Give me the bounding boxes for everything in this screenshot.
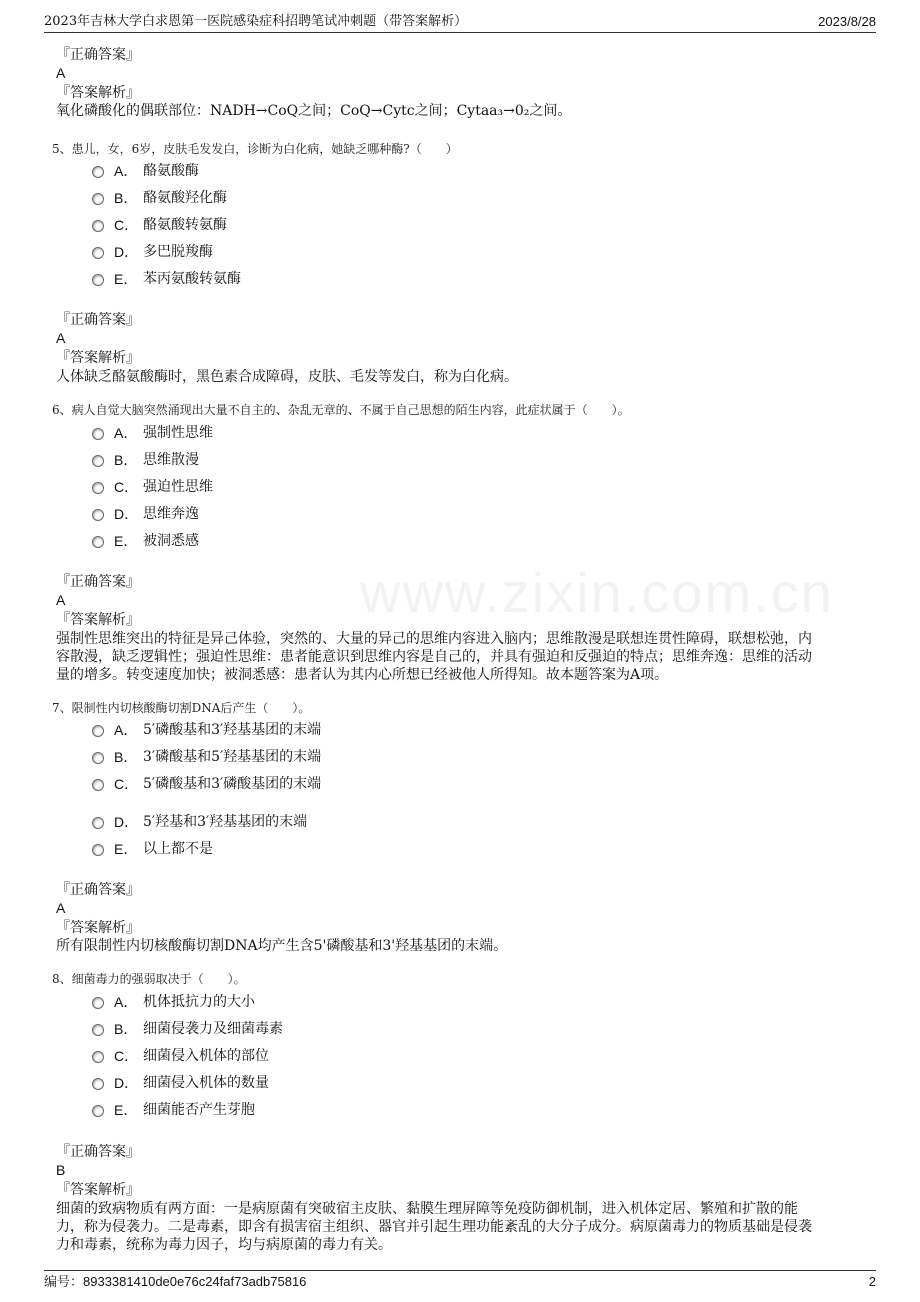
option-text: 被洞悉感: [143, 533, 199, 549]
radio-button[interactable]: [92, 274, 104, 286]
option-letter: A．: [114, 163, 138, 179]
radio-button[interactable]: [92, 997, 104, 1009]
option-letter: B．: [114, 1021, 138, 1037]
radio-button[interactable]: [92, 247, 104, 259]
page-number: 2: [868, 1274, 876, 1289]
analysis-label: 『答案解析』: [56, 350, 140, 366]
option-text: 酪氨酸羟化酶: [143, 190, 227, 206]
option-text: 酪氨酸转氨酶: [143, 217, 227, 233]
analysis-text: 所有限制性内切核酸酶切割DNA均产生含5'磷酸基和3'羟基基团的末端。: [56, 938, 508, 954]
option-letter: E．: [114, 533, 138, 549]
option-text: 多巴脱羧酶: [143, 244, 213, 260]
option-letter: D．: [114, 244, 139, 260]
option-letter: A．: [114, 722, 138, 738]
option-letter: D．: [114, 506, 139, 522]
option-letter: A．: [114, 994, 138, 1010]
radio-button[interactable]: [92, 509, 104, 521]
option-letter: E．: [114, 841, 138, 857]
analysis-label: 『答案解析』: [56, 85, 140, 101]
document-date: 2023/8/28: [818, 14, 876, 29]
option-text: 细菌侵入机体的部位: [143, 1048, 269, 1064]
option-letter: B．: [114, 749, 138, 765]
option-letter: A．: [114, 425, 138, 441]
correct-answer-value: B: [56, 1162, 66, 1178]
radio-button[interactable]: [92, 844, 104, 856]
analysis-text-line-2: 力，称为侵袭力。二是毒素，即含有损害宿主组织、器官并引起生理功能紊乱的大分子成分。病原菌毒力的物质基础是侵袭: [56, 1219, 812, 1235]
page-footer: [44, 1270, 876, 1293]
watermark: www.zixin.com.cn: [360, 561, 834, 624]
radio-button[interactable]: [92, 482, 104, 494]
radio-button[interactable]: [92, 193, 104, 205]
radio-button[interactable]: [92, 1024, 104, 1036]
analysis-label: 『答案解析』: [56, 1182, 140, 1198]
correct-answer-label: 『正确答案』: [56, 1144, 140, 1160]
option-text: 细菌能否产生芽胞: [143, 1102, 255, 1118]
radio-button[interactable]: [92, 725, 104, 737]
option-text: 细菌侵入机体的数量: [143, 1075, 269, 1091]
correct-answer-label: 『正确答案』: [56, 882, 140, 898]
option-letter: E．: [114, 271, 138, 287]
document-title: 2023年吉林大学白求恩第一医院感染症科招聘笔试冲刺题（带答案解析）: [44, 14, 468, 29]
analysis-text-line-1: 强制性思维突出的特征是异己体验，突然的、大量的异己的思维内容进入脑内；思维散漫是联想连贯性障碍，联想松弛，内: [56, 631, 812, 647]
option-letter: C．: [114, 217, 139, 233]
option-text: 3′磷酸基和5′羟基基团的末端: [143, 749, 322, 765]
analysis-text-line-1: 细菌的致病物质有两方面：一是病原菌有突破宿主皮肤、黏膜生理屏障等免疫防御机制，进入机体定居、繁殖和扩散的能: [56, 1201, 798, 1217]
option-letter: E．: [114, 1102, 138, 1118]
correct-answer-label: 『正确答案』: [56, 574, 140, 590]
option-text: 苯丙氨酸转氨酶: [143, 271, 241, 287]
document-code-label: 编号：: [44, 1275, 84, 1290]
radio-button[interactable]: [92, 536, 104, 548]
analysis-label: 『答案解析』: [56, 920, 140, 936]
correct-answer-label: 『正确答案』: [56, 47, 140, 63]
option-letter: C．: [114, 1048, 139, 1064]
analysis-text-line-2: 容散漫，缺乏逻辑性；强迫性思维：患者能意识到思维内容是自己的，并具有强迫和反强迫的特点；思维奔逸：思维的活动: [56, 649, 812, 665]
option-text: 酪氨酸酶: [143, 163, 199, 179]
option-text: 机体抵抗力的大小: [143, 994, 255, 1010]
option-text: 强制性思维: [143, 425, 213, 441]
correct-answer-value: A: [56, 900, 66, 916]
option-text: 5′磷酸基和3′磷酸基团的末端: [143, 776, 322, 792]
option-text: 思维奔逸: [143, 506, 199, 522]
option-text: 细菌侵袭力及细菌毒素: [143, 1021, 283, 1037]
option-text: 强迫性思维: [143, 479, 213, 495]
correct-answer-value: A: [56, 65, 66, 81]
correct-answer-value: A: [56, 592, 66, 608]
analysis-text-line-3: 量的增多。转变速度加快；被洞悉感：患者认为其内心所想已经被他人所得知。故本题答案为A项。: [56, 667, 669, 683]
option-letter: D．: [114, 814, 139, 830]
radio-button[interactable]: [92, 752, 104, 764]
correct-answer-label: 『正确答案』: [56, 312, 140, 328]
radio-button[interactable]: [92, 817, 104, 829]
option-text: 5′羟基和3′羟基基团的末端: [143, 814, 308, 830]
radio-button[interactable]: [92, 166, 104, 178]
option-letter: C．: [114, 479, 139, 495]
option-letter: C．: [114, 776, 139, 792]
radio-button[interactable]: [92, 1051, 104, 1063]
option-text: 思维散漫: [143, 452, 199, 468]
analysis-text-line-3: 力和毒素，统称为毒力因子，均与病原菌的毒力有关。: [56, 1237, 392, 1253]
option-letter: B．: [114, 190, 138, 206]
radio-button[interactable]: [92, 779, 104, 791]
radio-button[interactable]: [92, 428, 104, 440]
correct-answer-value: A: [56, 330, 66, 346]
analysis-text: 人体缺乏酪氨酸酶时，黑色素合成障碍，皮肤、毛发等发白，称为白化病。: [56, 369, 518, 385]
document-code: [44, 1272, 306, 1293]
option-letter: B．: [114, 452, 138, 468]
radio-button[interactable]: [92, 220, 104, 232]
question-stem-7: 7、限制性内切核酸酶切割DNA后产生（ ）。: [52, 701, 311, 715]
option-text: 5′磷酸基和3′羟基基团的末端: [143, 722, 322, 738]
radio-button[interactable]: [92, 1105, 104, 1117]
option-text: 以上都不是: [143, 841, 213, 857]
analysis-text: 氧化磷酸化的偶联部位：NADH→CoQ之间；CoQ→Cytc之间；Cytaa₃→0₂之间。: [56, 103, 572, 119]
radio-button[interactable]: [92, 1078, 104, 1090]
question-stem-5: 5、患儿，女，6岁，皮肤毛发发白，诊断为白化病，她缺乏哪种酶?（ ）: [52, 142, 458, 156]
radio-button[interactable]: [92, 455, 104, 467]
question-stem-6: 6、病人自觉大脑突然涌现出大量不自主的、杂乱无章的、不属于自己思想的陌生内容，此症状属于（ ）。: [52, 403, 630, 417]
option-letter: D．: [114, 1075, 139, 1091]
document-code-value: 8933381410de0e76c24faf73adb75816: [83, 1274, 307, 1289]
analysis-label: 『答案解析』: [56, 612, 140, 628]
question-stem-8: 8、细菌毒力的强弱取决于（ ）。: [52, 972, 246, 986]
